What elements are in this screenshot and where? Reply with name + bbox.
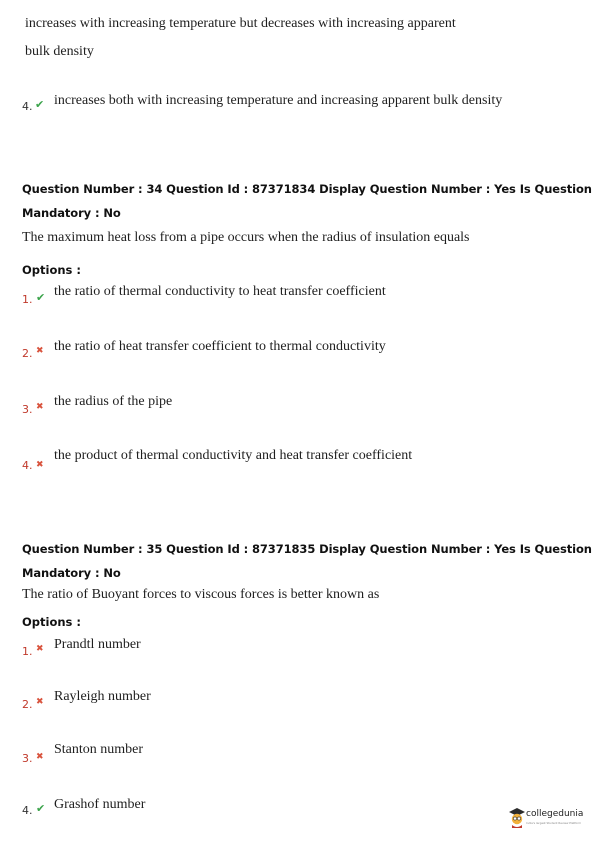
question-35-mandatory: Mandatory : No bbox=[22, 566, 121, 580]
previous-option-number: 4. bbox=[22, 100, 33, 113]
q34-option-1-number: 1. bbox=[22, 293, 33, 306]
q34-option-4-text: the product of thermal conductivity and heat transfer coefficient bbox=[54, 448, 413, 463]
collegedunia-logo bbox=[508, 807, 592, 831]
q34-option-2-text: the ratio of heat transfer coefficient to thermal conductivity bbox=[54, 339, 386, 354]
question-34-header: Question Number : 34 Question Id : 87371834 Display Question Number : Yes Is Question bbox=[22, 182, 592, 196]
q34-option-1-text: the ratio of thermal conductivity to heat transfer coefficient bbox=[54, 284, 386, 299]
cross-icon: ✖ bbox=[36, 752, 44, 762]
check-icon: ✔ bbox=[36, 291, 46, 304]
q35-option-3-number: 3. bbox=[22, 752, 33, 765]
question-35-options-label: Options : bbox=[22, 615, 81, 629]
q34-option-3-text: the radius of the pipe bbox=[54, 394, 173, 409]
cross-icon: ✖ bbox=[36, 346, 44, 356]
check-icon: ✔ bbox=[35, 98, 45, 111]
q35-option-2-text: Rayleigh number bbox=[54, 689, 151, 704]
question-35-header: Question Number : 35 Question Id : 87371835 Display Question Number : Yes Is Question bbox=[22, 542, 592, 556]
q35-option-4-text: Grashof number bbox=[54, 797, 146, 812]
previous-option-text: increases both with increasing temperature and increasing apparent bulk density bbox=[54, 93, 503, 108]
q34-option-2-number: 2. bbox=[22, 347, 33, 360]
question-35-text: The ratio of Buoyant forces to viscous forces is better known as bbox=[22, 587, 380, 602]
q35-option-3-text: Stanton number bbox=[54, 742, 144, 757]
check-icon: ✔ bbox=[36, 802, 46, 815]
question-34-mandatory: Mandatory : No bbox=[22, 206, 121, 220]
graduate-mascot-icon bbox=[508, 807, 526, 829]
logo-tagline: India's largest Student Review Platform bbox=[526, 821, 582, 825]
cross-icon: ✖ bbox=[36, 460, 44, 470]
q34-option-4-number: 4. bbox=[22, 459, 33, 472]
cross-icon: ✖ bbox=[36, 697, 44, 707]
q35-option-1-number: 1. bbox=[22, 645, 33, 658]
question-34-text: The maximum heat loss from a pipe occurs when the radius of insulation equals bbox=[22, 230, 470, 245]
q35-option-4-number: 4. bbox=[22, 804, 33, 817]
previous-option-text-line2: bulk density bbox=[25, 44, 94, 59]
cross-icon: ✖ bbox=[36, 644, 44, 654]
logo-wordmark: collegedunia bbox=[526, 809, 584, 819]
cross-icon: ✖ bbox=[36, 402, 44, 412]
q35-option-1-text: Prandtl number bbox=[54, 637, 141, 652]
question-34-options-label: Options : bbox=[22, 263, 81, 277]
previous-option-text-line1: increases with increasing temperature but decreases with increasing apparent bbox=[25, 16, 456, 31]
q35-option-2-number: 2. bbox=[22, 698, 33, 711]
q34-option-3-number: 3. bbox=[22, 403, 33, 416]
